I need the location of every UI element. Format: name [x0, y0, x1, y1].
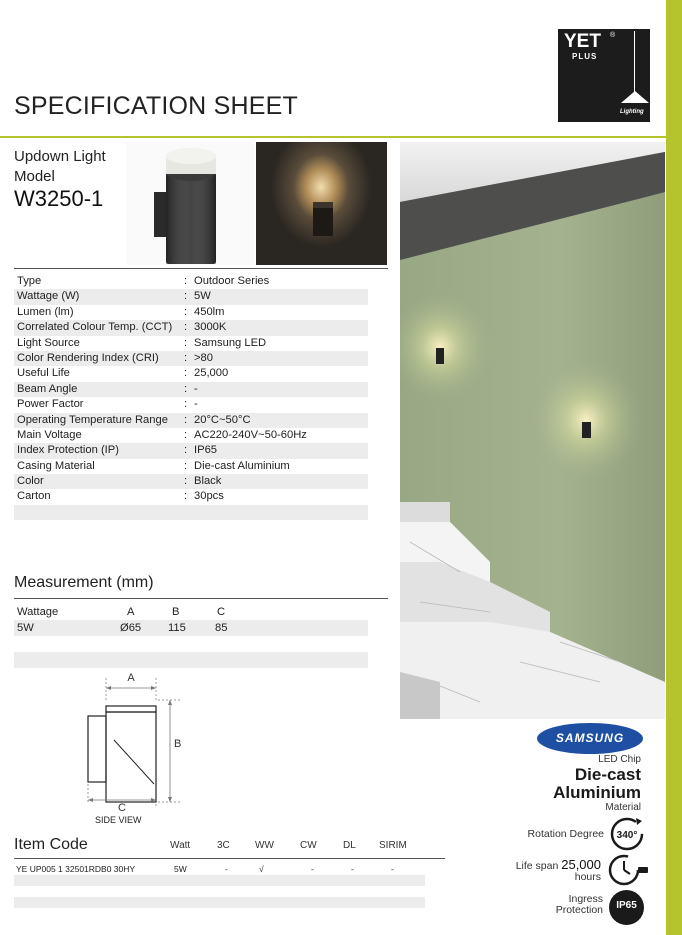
spec-sep: : — [184, 321, 188, 334]
measurement-header: Wattage — [17, 606, 59, 618]
product-photo-art — [126, 142, 254, 265]
room-photo-art — [400, 142, 665, 719]
logo-lamp-icon — [621, 91, 649, 103]
spec-row — [14, 305, 368, 320]
lifespan-label-block — [480, 857, 601, 872]
spec-value: 450lm — [194, 305, 225, 318]
spec-value: Die-cast Aluminium — [194, 459, 290, 472]
lifespan-unit: hours — [574, 871, 601, 883]
spec-label: Wattage (W) — [17, 290, 80, 303]
header-divider — [0, 136, 666, 138]
spec-value: 5W — [194, 290, 211, 303]
spec-value: AC220-240V~50-60Hz — [194, 428, 307, 441]
item-code-header: Watt — [170, 840, 191, 851]
measurement-cell: 5W — [17, 622, 34, 634]
spec-label: Index Protection (IP) — [17, 444, 119, 457]
item-code-cell: - — [225, 864, 228, 874]
spec-value: 30pcs — [194, 490, 224, 503]
spec-row — [14, 382, 368, 397]
accent-strip — [666, 0, 682, 935]
spec-sep: : — [184, 336, 188, 349]
spec-row — [14, 459, 368, 474]
item-code-cell: 5W — [174, 864, 187, 874]
clock-icon — [606, 852, 654, 888]
item-code-row-empty — [14, 897, 425, 908]
spec-sep: : — [184, 367, 188, 380]
brand-logo — [558, 29, 650, 122]
spec-row — [14, 274, 368, 289]
side-view-caption: SIDE VIEW — [95, 815, 142, 825]
product-name — [14, 147, 106, 187]
spec-sep: : — [184, 275, 188, 287]
night-photo — [256, 142, 387, 265]
logo-brand: YET — [564, 31, 601, 52]
spec-value: 25,000 — [194, 367, 229, 380]
spec-row — [14, 413, 368, 428]
spec-label: Correlated Colour Temp. (CCT) — [17, 321, 173, 334]
spec-value: - — [194, 382, 198, 395]
spec-row — [14, 397, 368, 412]
spec-sep: : — [184, 290, 188, 303]
dimension-c-label: C — [118, 802, 126, 813]
spec-row — [14, 320, 368, 335]
spec-label: Casing Material — [17, 459, 95, 472]
spec-row-empty — [14, 505, 368, 520]
item-code-row-empty — [14, 875, 425, 886]
spec-label: Useful Life — [17, 367, 70, 380]
spec-row — [14, 489, 368, 504]
item-code-cell: √ — [259, 864, 264, 874]
spec-value: Black — [194, 475, 222, 488]
spec-sep: : — [184, 413, 188, 426]
night-photo-art — [256, 142, 387, 265]
measurement-row-empty — [14, 652, 368, 668]
measurement-row-empty — [14, 636, 368, 652]
item-code-cell: - — [391, 864, 394, 874]
spec-label: Operating Temperature Range — [17, 413, 168, 426]
spec-sep: : — [184, 351, 188, 364]
spec-value: Outdoor Series — [194, 275, 270, 287]
item-code-title: Item Code — [14, 836, 88, 853]
item-code-header: WW — [255, 840, 274, 851]
spec-row — [14, 366, 368, 381]
die-cast-line1: Die-cast — [574, 765, 641, 784]
rotation-label: Rotation Degree — [527, 828, 604, 840]
lifespan-value: 25,000 — [561, 857, 601, 872]
ip65-value: IP65 — [616, 900, 637, 911]
spec-label: Color — [17, 475, 44, 488]
dimension-a-label: A — [127, 672, 135, 684]
measurement-cell: 115 — [168, 622, 186, 634]
item-code-divider — [14, 858, 445, 859]
logo-registered: ® — [610, 32, 616, 39]
spec-sep: : — [184, 475, 188, 488]
measurement-cell: Ø65 — [120, 622, 142, 634]
room-photo — [400, 142, 665, 719]
spec-label: Carton — [17, 490, 51, 503]
measurement-row — [14, 620, 368, 636]
spec-value: >80 — [194, 351, 213, 364]
spec-row — [14, 428, 368, 443]
lifespan-label: Life span — [515, 860, 559, 872]
logo-lamp-cord — [634, 31, 635, 93]
spec-value: 20°C~50°C — [194, 413, 251, 426]
spec-row — [14, 336, 368, 351]
spec-sep: : — [184, 428, 188, 441]
product-model: W3250-1 — [14, 186, 104, 211]
measurement-table — [14, 604, 368, 668]
spec-sep: : — [184, 305, 188, 318]
die-cast-line2: Aluminium — [553, 783, 641, 802]
spec-label: Power Factor — [17, 398, 84, 411]
spec-divider — [14, 268, 388, 269]
spec-row — [14, 351, 368, 366]
spec-table — [14, 274, 368, 520]
measurement-header: C — [217, 606, 226, 618]
spec-label: Beam Angle — [17, 382, 78, 395]
item-code-header: CW — [300, 840, 317, 851]
item-code-header: 3C — [217, 840, 230, 851]
page-title: SPECIFICATION SHEET — [14, 92, 298, 120]
spec-row — [14, 289, 368, 304]
item-code-row-empty — [14, 886, 425, 897]
spec-sep: : — [184, 490, 188, 503]
ingress-line1: Ingress — [568, 893, 603, 905]
led-chip-label: LED Chip — [598, 754, 641, 765]
side-view-diagram — [80, 668, 190, 813]
spec-value: IP65 — [194, 444, 218, 457]
spec-label: Type — [17, 275, 42, 287]
material-label: Material — [605, 802, 641, 813]
spec-row — [14, 443, 368, 458]
measurement-title: Measurement (mm) — [14, 574, 154, 591]
spec-sep: : — [184, 459, 188, 472]
product-name-line2: Model — [14, 168, 55, 185]
product-name-line1: Updown Light — [14, 148, 106, 165]
spec-value: 3000K — [194, 321, 227, 334]
item-code-row — [14, 864, 425, 875]
ingress-line2: Protection — [555, 904, 603, 916]
item-code-cell: - — [351, 864, 354, 874]
item-code-header: SIRIM — [379, 840, 407, 851]
die-cast-label — [480, 766, 641, 802]
ingress-label — [530, 894, 603, 916]
spec-label: Light Source — [17, 336, 80, 349]
item-code-cell: - — [311, 864, 314, 874]
spec-row — [14, 474, 368, 489]
dimension-b-label: B — [174, 738, 182, 750]
rotation-value: 340° — [616, 830, 638, 841]
measurement-header-row — [14, 604, 368, 620]
spec-sep: : — [184, 398, 188, 411]
spec-label: Color Rendering Index (CRI) — [17, 351, 159, 364]
logo-sub: PLUS — [572, 52, 598, 61]
spec-value: - — [194, 398, 198, 411]
samsung-logo-text: SAMSUNG — [555, 731, 625, 745]
measurement-cell: 85 — [215, 622, 228, 634]
spec-sep: : — [184, 444, 188, 457]
spec-label: Lumen (lm) — [17, 305, 74, 318]
item-code-cell: YE UP005 1 32501RDB0 30HY — [16, 864, 136, 874]
item-code-header: DL — [343, 840, 356, 851]
logo-tagline: Lighting — [620, 109, 644, 115]
rotation-icon — [608, 815, 646, 851]
measurement-divider — [14, 598, 388, 599]
spec-label: Main Voltage — [17, 428, 82, 441]
measurement-header: B — [172, 606, 180, 618]
product-photo — [126, 142, 254, 265]
spec-sep: : — [184, 382, 188, 395]
spec-value: Samsung LED — [194, 336, 267, 349]
measurement-header: A — [127, 606, 135, 618]
